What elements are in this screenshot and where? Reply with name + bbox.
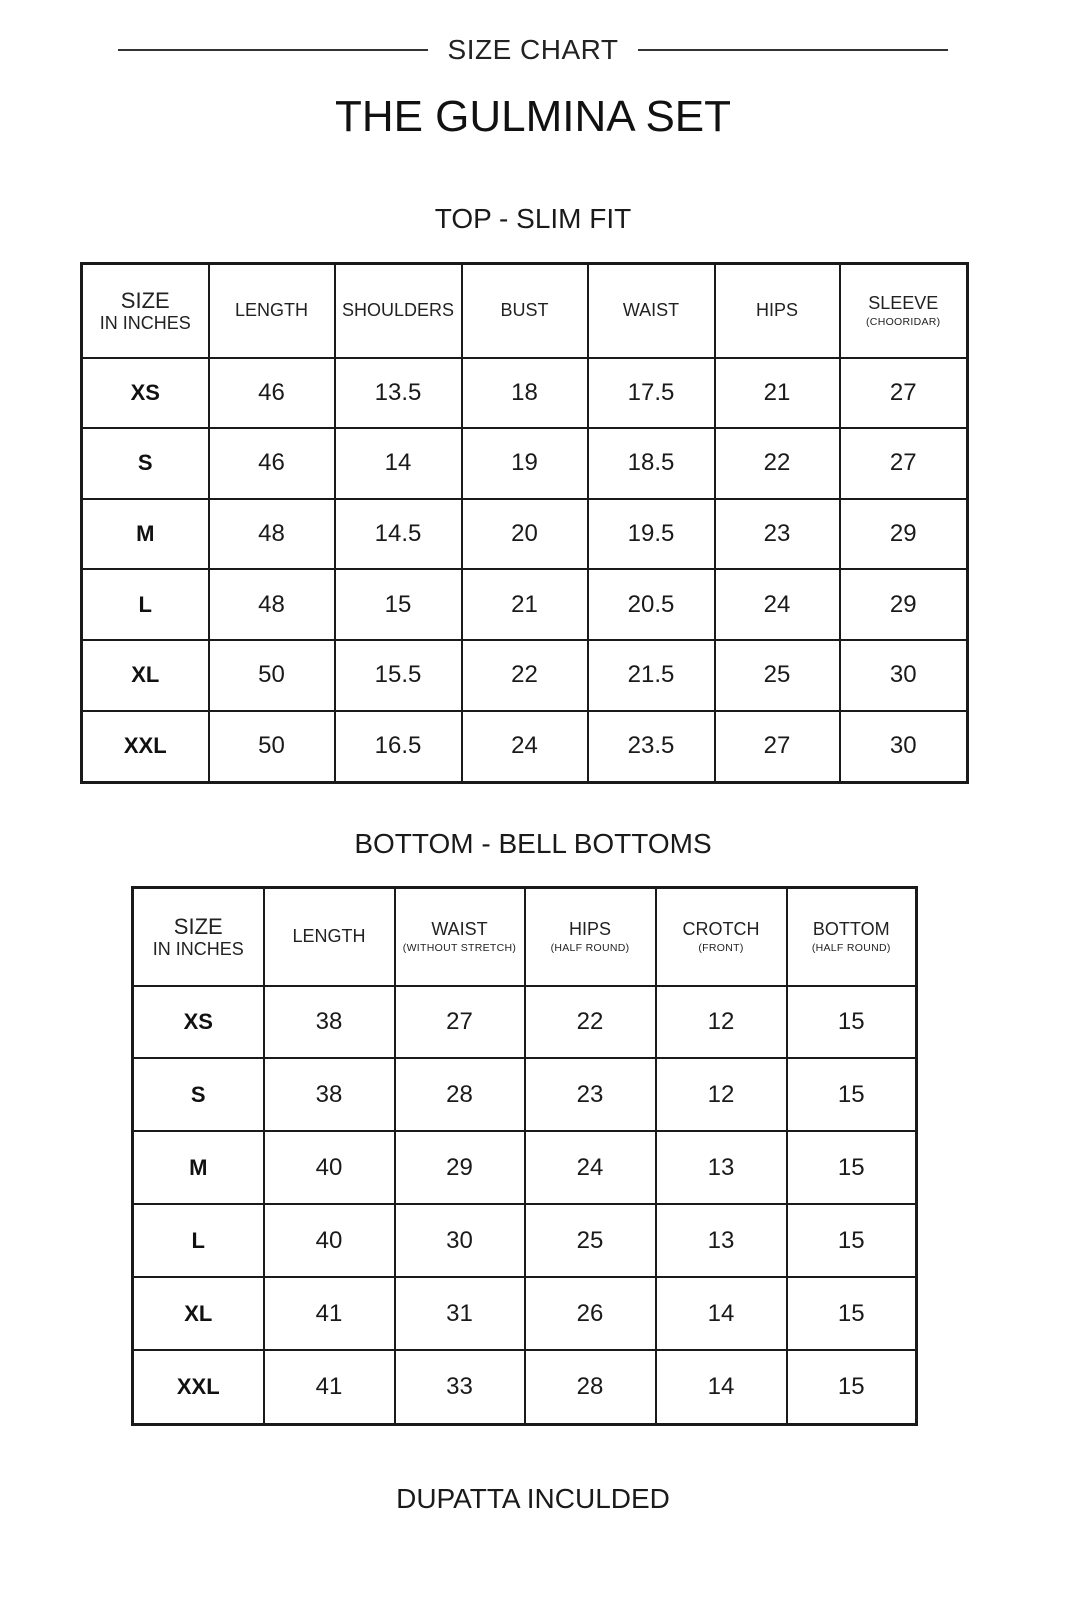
measurement-cell: 25 [525, 1204, 656, 1277]
measurement-cell: 20 [462, 499, 588, 570]
measurement-cell: 31 [395, 1277, 525, 1350]
measurement-cell: 48 [209, 499, 335, 570]
measurement-cell: 15 [787, 986, 917, 1059]
bottom-size-table [131, 886, 918, 1426]
column-header-label: LENGTH [234, 300, 308, 321]
measurement-cell: 41 [264, 1350, 395, 1424]
size-header-label: SIZE [120, 287, 170, 313]
table-row [133, 1058, 917, 1131]
size-chart-label: SIZE CHART [447, 34, 619, 65]
measurement-cell: 18.5 [588, 428, 715, 499]
size-label-cell: XS [82, 358, 209, 429]
column-header [656, 888, 787, 986]
measurement-cell: 15 [787, 1204, 917, 1277]
size-column-header [133, 888, 264, 986]
column-header-label: LENGTH [292, 926, 366, 947]
measurement-cell: 29 [840, 499, 968, 570]
measurement-cell: 19.5 [588, 499, 715, 570]
measurement-cell: 30 [840, 711, 968, 783]
column-header [335, 264, 462, 358]
measurement-cell: 14 [656, 1350, 787, 1424]
size-label-cell: S [82, 428, 209, 499]
size-chart-header [118, 28, 948, 72]
measurement-cell: 19 [462, 428, 588, 499]
measurement-cell: 33 [395, 1350, 525, 1424]
size-header-unit: IN INCHES [152, 939, 244, 960]
measurement-cell: 46 [209, 428, 335, 499]
measurement-cell: 13.5 [335, 358, 462, 429]
table-row [82, 358, 968, 429]
column-header-label: WAIST [431, 919, 488, 940]
measurement-cell: 16.5 [335, 711, 462, 783]
size-label-cell: XXL [82, 711, 209, 783]
table-row [133, 1204, 917, 1277]
measurement-cell: 24 [462, 711, 588, 783]
measurement-cell: 38 [264, 986, 395, 1059]
measurement-cell: 15 [787, 1131, 917, 1204]
measurement-cell: 12 [656, 986, 787, 1059]
column-header-sublabel: (HALF ROUND) [550, 942, 630, 955]
table-row [133, 1350, 917, 1424]
measurement-cell: 28 [395, 1058, 525, 1131]
table-row [82, 499, 968, 570]
measurement-cell: 17.5 [588, 358, 715, 429]
measurement-cell: 15 [335, 569, 462, 640]
column-header [395, 888, 525, 986]
size-label-cell: L [82, 569, 209, 640]
size-label-cell: XS [133, 986, 264, 1059]
table-header-row [82, 264, 968, 358]
measurement-cell: 21.5 [588, 640, 715, 711]
table-row [82, 640, 968, 711]
measurement-cell: 18 [462, 358, 588, 429]
measurement-cell: 50 [209, 640, 335, 711]
page-title: THE GULMINA SET [334, 92, 732, 141]
measurement-cell: 12 [656, 1058, 787, 1131]
size-label-cell: XL [82, 640, 209, 711]
measurement-cell: 30 [395, 1204, 525, 1277]
column-header-label: WAIST [622, 300, 680, 321]
measurement-cell: 15 [787, 1350, 917, 1424]
measurement-cell: 26 [525, 1277, 656, 1350]
column-header [264, 888, 395, 986]
measurement-cell: 21 [715, 358, 840, 429]
measurement-cell: 22 [715, 428, 840, 499]
size-header-label: SIZE [173, 913, 223, 939]
size-label-cell: M [133, 1131, 264, 1204]
size-label-cell: XL [133, 1277, 264, 1350]
table-row [82, 428, 968, 499]
measurement-cell: 27 [840, 358, 968, 429]
measurement-cell: 46 [209, 358, 335, 429]
column-header-label: CROTCH [682, 919, 760, 940]
size-label-cell: M [82, 499, 209, 570]
measurement-cell: 27 [395, 986, 525, 1059]
column-header-label: SHOULDERS [341, 300, 455, 321]
measurement-cell: 27 [840, 428, 968, 499]
measurement-cell: 13 [656, 1204, 787, 1277]
table-row [82, 711, 968, 783]
measurement-cell: 41 [264, 1277, 395, 1350]
measurement-cell: 40 [264, 1204, 395, 1277]
column-header [525, 888, 656, 986]
measurement-cell: 21 [462, 569, 588, 640]
measurement-cell: 23 [715, 499, 840, 570]
measurement-cell: 22 [462, 640, 588, 711]
column-header-sublabel: (FRONT) [698, 942, 744, 955]
measurement-cell: 28 [525, 1350, 656, 1424]
measurement-cell: 15 [787, 1058, 917, 1131]
measurement-cell: 14 [335, 428, 462, 499]
measurement-cell: 29 [395, 1131, 525, 1204]
measurement-cell: 14 [656, 1277, 787, 1350]
measurement-cell: 50 [209, 711, 335, 783]
column-header [840, 264, 968, 358]
size-column-header [82, 264, 209, 358]
column-header [462, 264, 588, 358]
dupatta-note: DUPATTA INCULDED [396, 1483, 670, 1514]
column-header-label: HIPS [755, 300, 798, 321]
measurement-cell: 23 [525, 1058, 656, 1131]
measurement-cell: 29 [840, 569, 968, 640]
table-row [133, 986, 917, 1059]
table-row [82, 569, 968, 640]
measurement-cell: 13 [656, 1131, 787, 1204]
measurement-cell: 24 [525, 1131, 656, 1204]
measurement-cell: 15.5 [335, 640, 462, 711]
measurement-cell: 22 [525, 986, 656, 1059]
column-header-label: BOTTOM [812, 919, 890, 940]
column-header-sublabel: (HALF ROUND) [811, 942, 891, 955]
header-divider-left [118, 49, 428, 51]
measurement-cell: 24 [715, 569, 840, 640]
measurement-cell: 27 [715, 711, 840, 783]
column-header [209, 264, 335, 358]
column-header-sublabel: (WITHOUT STRETCH) [402, 942, 517, 955]
column-header-label: HIPS [568, 919, 611, 940]
top-size-table [80, 262, 969, 784]
size-header-unit: IN INCHES [99, 313, 191, 334]
header-divider-right [638, 49, 948, 51]
measurement-cell: 38 [264, 1058, 395, 1131]
column-header [588, 264, 715, 358]
column-header-label: BUST [500, 300, 549, 321]
measurement-cell: 40 [264, 1131, 395, 1204]
top-section-title: TOP - SLIM FIT [434, 203, 632, 234]
measurement-cell: 23.5 [588, 711, 715, 783]
table-row [133, 1131, 917, 1204]
measurement-cell: 15 [787, 1277, 917, 1350]
size-label-cell: S [133, 1058, 264, 1131]
measurement-cell: 25 [715, 640, 840, 711]
table-row [133, 1277, 917, 1350]
measurement-cell: 48 [209, 569, 335, 640]
measurement-cell: 20.5 [588, 569, 715, 640]
column-header [715, 264, 840, 358]
column-header-label: SLEEVE [868, 293, 939, 314]
column-header [787, 888, 917, 986]
table-header-row [133, 888, 917, 986]
bottom-section-title: BOTTOM - BELL BOTTOMS [354, 828, 712, 859]
measurement-cell: 30 [840, 640, 968, 711]
size-label-cell: XXL [133, 1350, 264, 1424]
column-header-sublabel: (CHOORIDAR) [866, 316, 941, 329]
size-label-cell: L [133, 1204, 264, 1277]
measurement-cell: 14.5 [335, 499, 462, 570]
